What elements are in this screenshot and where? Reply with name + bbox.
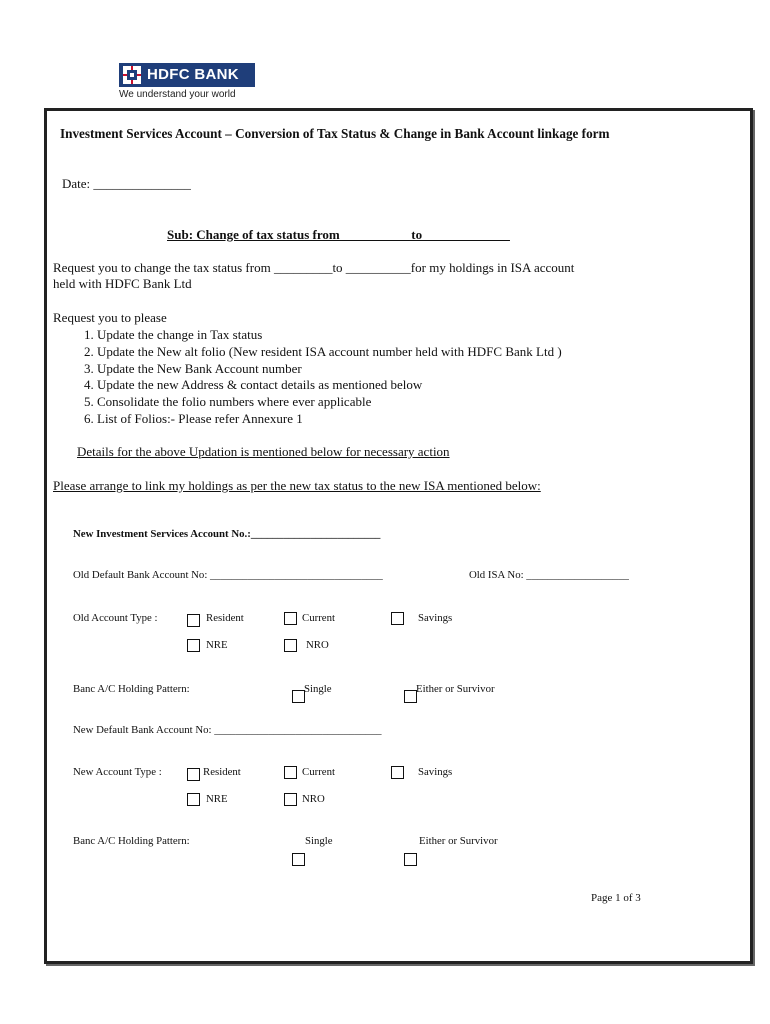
old-current-checkbox[interactable]	[284, 612, 297, 625]
old-nro-label: NRO	[306, 639, 329, 651]
old-isa-field[interactable]: Old ISA No: ___________________	[469, 569, 629, 581]
new-nre-checkbox[interactable]	[187, 793, 200, 806]
old-account-type-label: Old Account Type :	[73, 612, 158, 624]
old-current-label: Current	[302, 612, 335, 624]
old-savings-label: Savings	[418, 612, 453, 624]
old-holding-pattern-label: Banc A/C Holding Pattern:	[73, 683, 190, 695]
details-note: Details for the above Updation is mentioned below for necessary action	[77, 444, 450, 459]
old-resident-checkbox[interactable]	[187, 614, 200, 627]
new-current-checkbox[interactable]	[284, 766, 297, 779]
request-list	[73, 327, 562, 428]
old-resident-label: Resident	[206, 612, 244, 624]
form-title: Investment Services Account – Conversion of Tax Status & Change in Bank Account linkage form	[60, 126, 610, 141]
logo-tagline: We understand your world	[119, 89, 236, 100]
subject-line: Sub: Change of tax status from __________ to _____________	[167, 227, 510, 242]
old-nro-checkbox[interactable]	[284, 639, 297, 652]
list-item: 1. Update the change in Tax status	[97, 327, 562, 344]
logo-name: HDFC BANK	[147, 66, 239, 83]
new-resident-label: Resident	[203, 766, 241, 778]
new-nro-checkbox[interactable]	[284, 793, 297, 806]
new-holding-pattern-label: Banc A/C Holding Pattern:	[73, 835, 190, 847]
old-single-label: Single	[304, 683, 332, 695]
new-account-type-label: New Account Type :	[73, 766, 162, 778]
date-field[interactable]: Date: _______________	[62, 176, 191, 191]
new-single-label: Single	[305, 835, 333, 847]
request-line-1: Request you to change the tax status from _________to __________for my holdings in ISA account	[53, 260, 575, 275]
old-either-label: Either or Survivor	[416, 683, 495, 695]
new-current-label: Current	[302, 766, 335, 778]
hdfc-mark-icon	[123, 66, 141, 84]
new-default-account-field[interactable]: New Default Bank Account No: _______________________________	[73, 724, 382, 736]
logo-banner	[119, 63, 255, 87]
old-nre-label: NRE	[206, 639, 228, 651]
new-nre-label: NRE	[206, 793, 228, 805]
list-item: 5. Consolidate the folio numbers where ever applicable	[97, 394, 562, 411]
list-item: 6. List of Folios:- Please refer Annexure 1	[97, 411, 562, 428]
request-line-2: held with HDFC Bank Ltd	[53, 276, 192, 291]
request-intro: Request you to please	[53, 310, 167, 325]
page-number: Page 1 of 3	[591, 892, 641, 904]
hdfc-logo	[119, 63, 255, 100]
old-savings-checkbox[interactable]	[391, 612, 404, 625]
list-item: 4. Update the new Address & contact details as mentioned below	[97, 377, 562, 394]
new-either-label: Either or Survivor	[419, 835, 498, 847]
new-either-checkbox[interactable]	[404, 853, 417, 866]
new-single-checkbox[interactable]	[292, 853, 305, 866]
new-nro-label: NRO	[302, 793, 325, 805]
new-resident-checkbox[interactable]	[187, 768, 200, 781]
old-default-account-field[interactable]: Old Default Bank Account No: ________________________________	[73, 569, 383, 581]
arrange-note: Please arrange to link my holdings as per the new tax status to the new ISA mentioned below:	[53, 478, 541, 493]
new-savings-label: Savings	[418, 766, 453, 778]
new-isa-field[interactable]: New Investment Services Account No.:________________________	[73, 528, 381, 540]
list-item: 2. Update the New alt folio (New resident ISA account number held with HDFC Bank Ltd )	[97, 344, 562, 361]
old-nre-checkbox[interactable]	[187, 639, 200, 652]
new-savings-checkbox[interactable]	[391, 766, 404, 779]
list-item: 3. Update the New Bank Account number	[97, 361, 562, 378]
